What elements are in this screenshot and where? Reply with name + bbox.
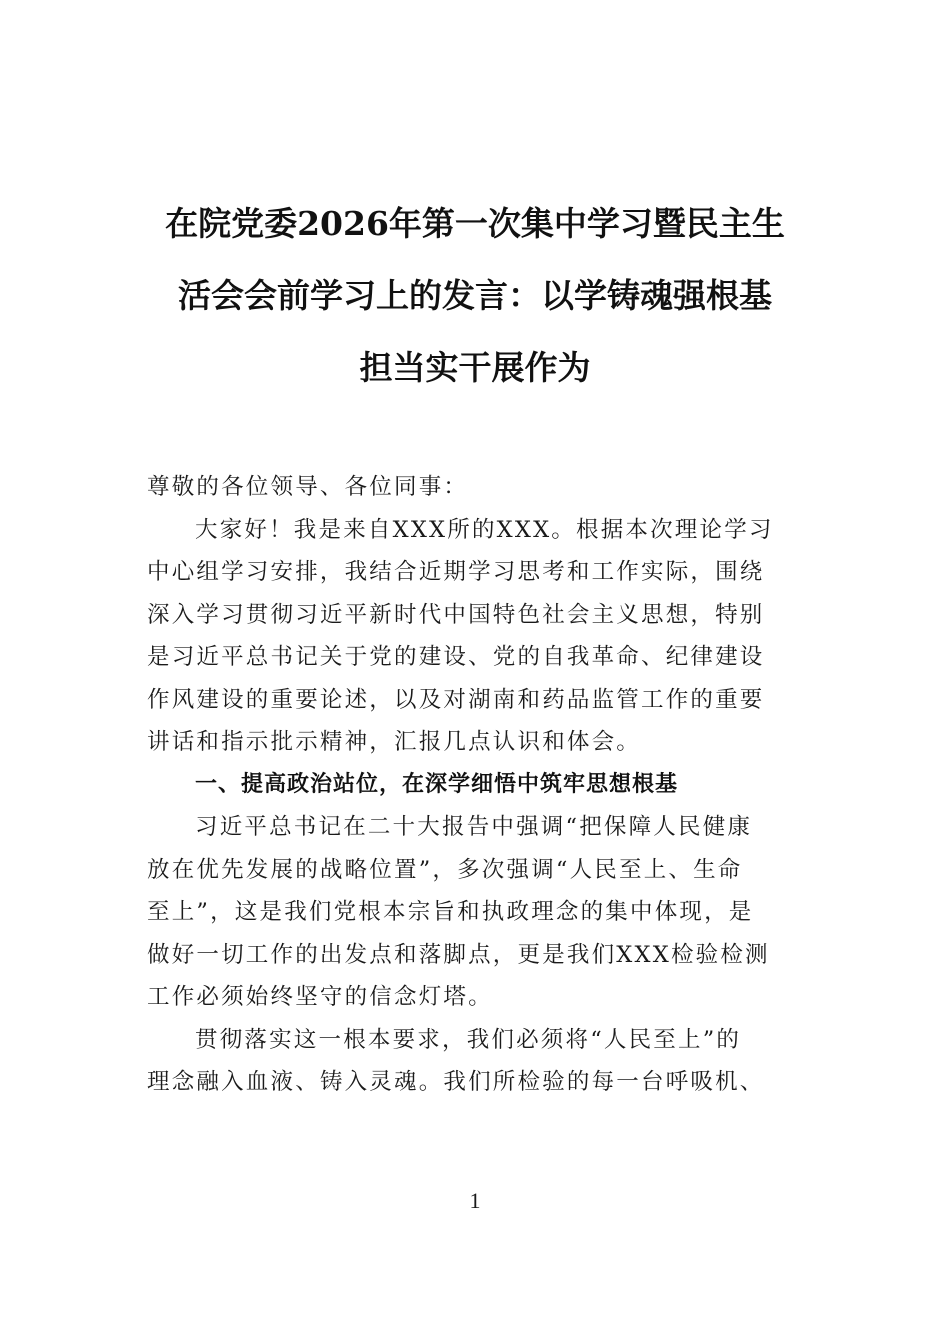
document-title — [120, 188, 830, 404]
paragraph-line: 工作必须始终坚守的信念灯塔。 — [147, 984, 493, 1010]
document-body — [147, 466, 812, 1104]
paragraph-line: 是习近平总书记关于党的建设、党的自我革命、纪律建设 — [147, 644, 765, 670]
paragraph-line: 做好一切工作的出发点和落脚点，更是我们XXX检验检测 — [147, 941, 770, 968]
paragraph-line: 深入学习贯彻习近平新时代中国特色社会主义思想，特别 — [147, 601, 765, 628]
title-line-1: 在院党委2026年第一次集中学习暨民主生 — [165, 204, 785, 243]
title-line-3: 担当实干展作为 — [359, 348, 591, 387]
paragraph-line: 放在优先发展的战略位置”，多次强调“人民至上、生命 — [147, 856, 743, 883]
paragraph-line: 讲话和指示批示精神，汇报几点认识和体会。 — [147, 729, 642, 755]
paragraph-line: 习近平总书记在二十大报告中强调“把保障人民健康 — [195, 814, 753, 840]
salutation: 尊敬的各位领导、各位同事： — [147, 474, 469, 500]
section-heading: 一、提高政治站位，在深学细悟中筑牢思想根基 — [195, 771, 679, 797]
paragraph-line: 贯彻落实这一根本要求，我们必须将“人民至上”的 — [195, 1026, 742, 1053]
paragraph-line: 大家好！我是来自XXX所的XXX。根据本次理论学习 — [195, 516, 774, 543]
page-number: 1 — [469, 1188, 481, 1213]
paragraph-line: 至上”，这是我们党根本宗旨和执政理念的集中体现，是 — [147, 899, 754, 925]
title-line-2: 活会会前学习上的发言：以学铸魂强根基 — [178, 276, 772, 315]
paragraph-line: 中心组学习安排，我结合近期学习思考和工作实际，围绕 — [147, 559, 765, 585]
paragraph-line: 作风建设的重要论述，以及对湖南和药品监管工作的重要 — [147, 686, 765, 713]
paragraph-line: 理念融入血液、铸入灵魂。我们所检验的每一台呼吸机、 — [147, 1069, 765, 1095]
